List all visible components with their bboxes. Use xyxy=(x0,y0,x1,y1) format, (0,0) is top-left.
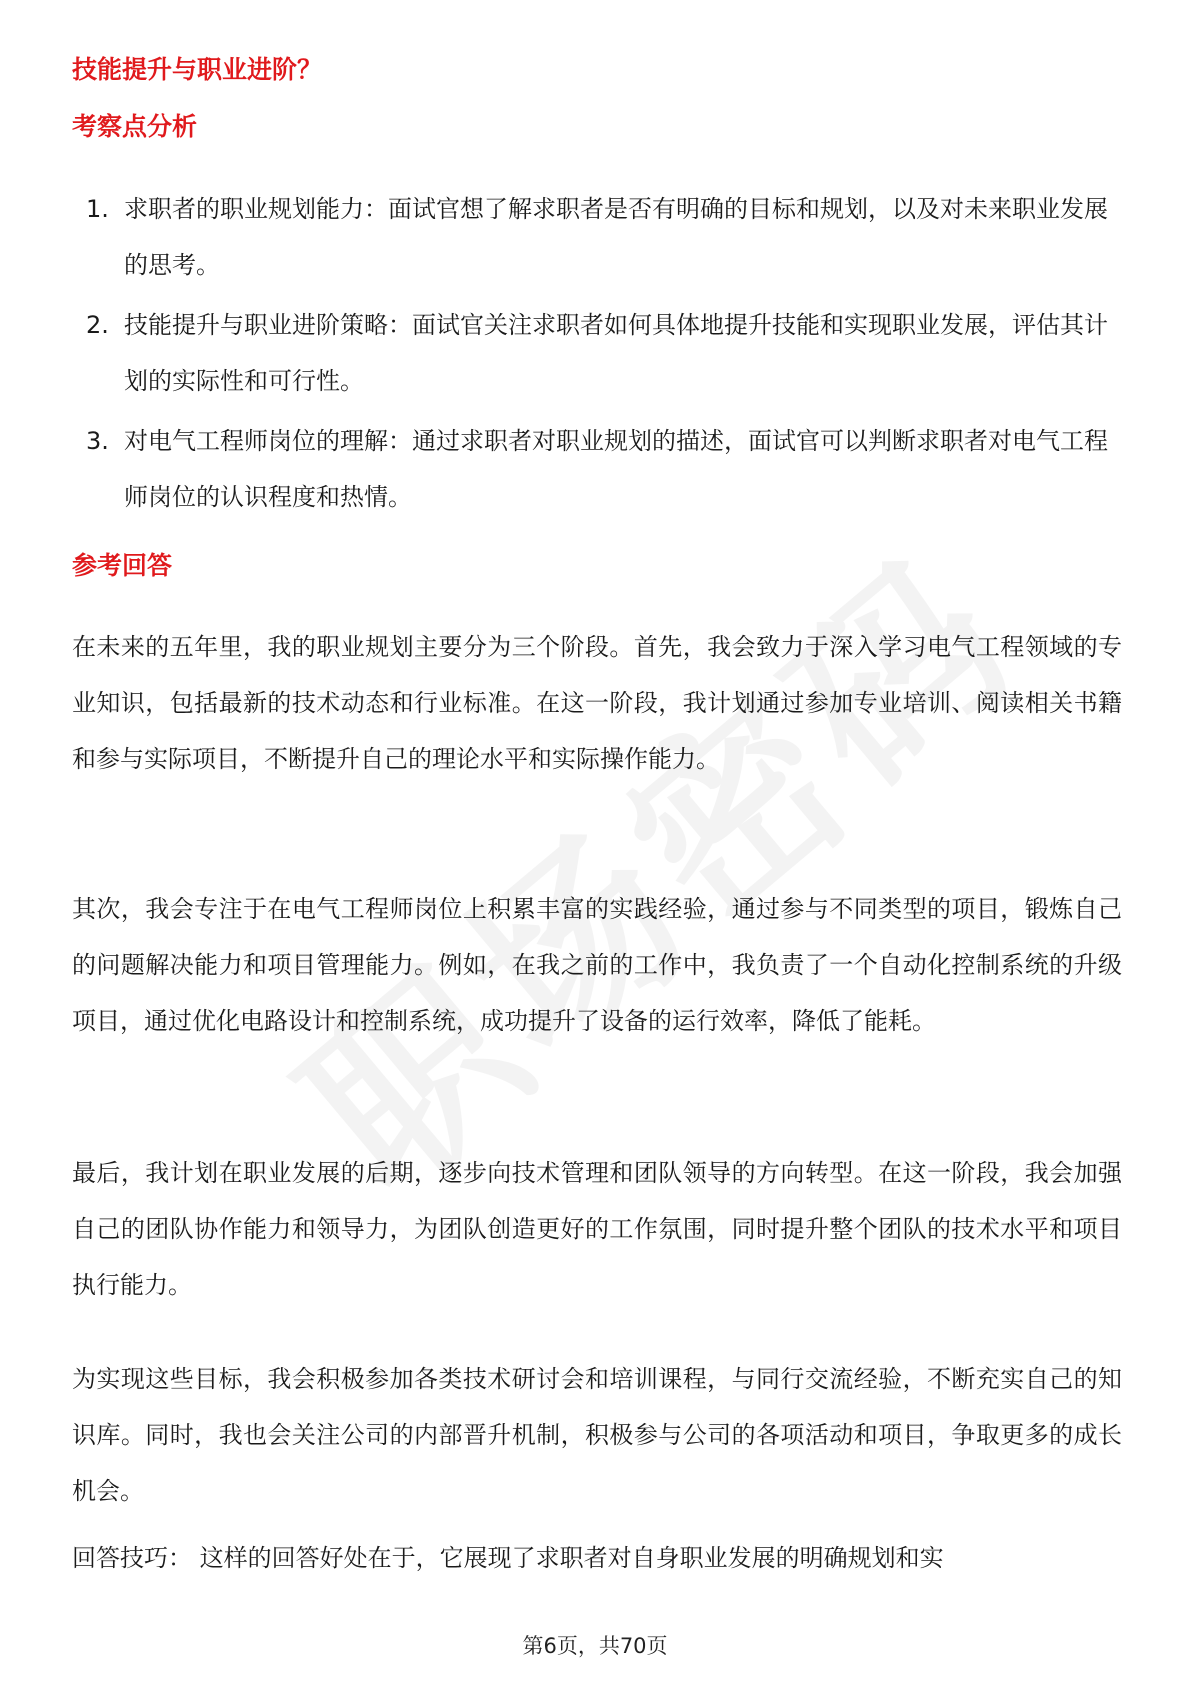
answer-heading: 参考回答 xyxy=(72,551,173,580)
list-item xyxy=(72,181,1122,293)
answer-tip-paragraph: 回答技巧： 这样的回答好处在于，它展现了求职者对自身职业发展的明确规划和实 xyxy=(72,1544,944,1572)
list-item-text: 技能提升与职业进阶策略：面试官关注求职者如何具体地提升技能和实现职业发展，评估其计划的实际性和可行性。 xyxy=(124,311,1108,395)
list-item-text: 对电气工程师岗位的理解：通过求职者对职业规划的描述，面试官可以判断求职者对电气工程师岗位的认识程度和热情。 xyxy=(124,427,1108,511)
answer-paragraph: 最后，我计划在职业发展的后期，逐步向技术管理和团队领导的方向转型。在这一阶段，我会加强自己的团队协作能力和领导力，为团队创造更好的工作氛围，同时提升整个团队的技术水平和项目执行能力。 xyxy=(72,1159,1122,1299)
list-number: 1. xyxy=(86,195,109,223)
question-title: 技能提升与职业进阶？ xyxy=(72,55,323,84)
analysis-heading: 考察点分析 xyxy=(72,112,198,141)
list-number: 3. xyxy=(86,427,109,455)
page-number: 第6页，共70页 xyxy=(522,1634,668,1658)
list-item xyxy=(72,297,1122,409)
list-item xyxy=(72,413,1122,525)
answer-paragraph: 在未来的五年里，我的职业规划主要分为三个阶段。首先，我会致力于深入学习电气工程领域的专业知识，包括最新的技术动态和行业标准。在这一阶段，我计划通过参加专业培训、阅读相关书籍和参与实际项目，不断提升自己的理论水平和实际操作能力。 xyxy=(72,633,1122,773)
answer-paragraph: 其次，我会专注于在电气工程师岗位上积累丰富的实践经验，通过参与不同类型的项目，锻炼自己的问题解决能力和项目管理能力。例如，在我之前的工作中，我负责了一个自动化控制系统的升级项目，通过优化电路设计和控制系统，成功提升了设备的运行效率，降低了能耗。 xyxy=(72,895,1122,1035)
analysis-list xyxy=(72,181,1122,529)
answer-paragraph: 为实现这些目标，我会积极参加各类技术研讨会和培训课程，与同行交流经验，不断充实自己的知识库。同时，我也会关注公司的内部晋升机制，积极参与公司的各项活动和项目，争取更多的成长机会。 xyxy=(72,1365,1122,1505)
list-item-text: 求职者的职业规划能力：面试官想了解求职者是否有明确的目标和规划，以及对未来职业发展的思考。 xyxy=(124,195,1108,279)
list-number: 2. xyxy=(86,311,109,339)
